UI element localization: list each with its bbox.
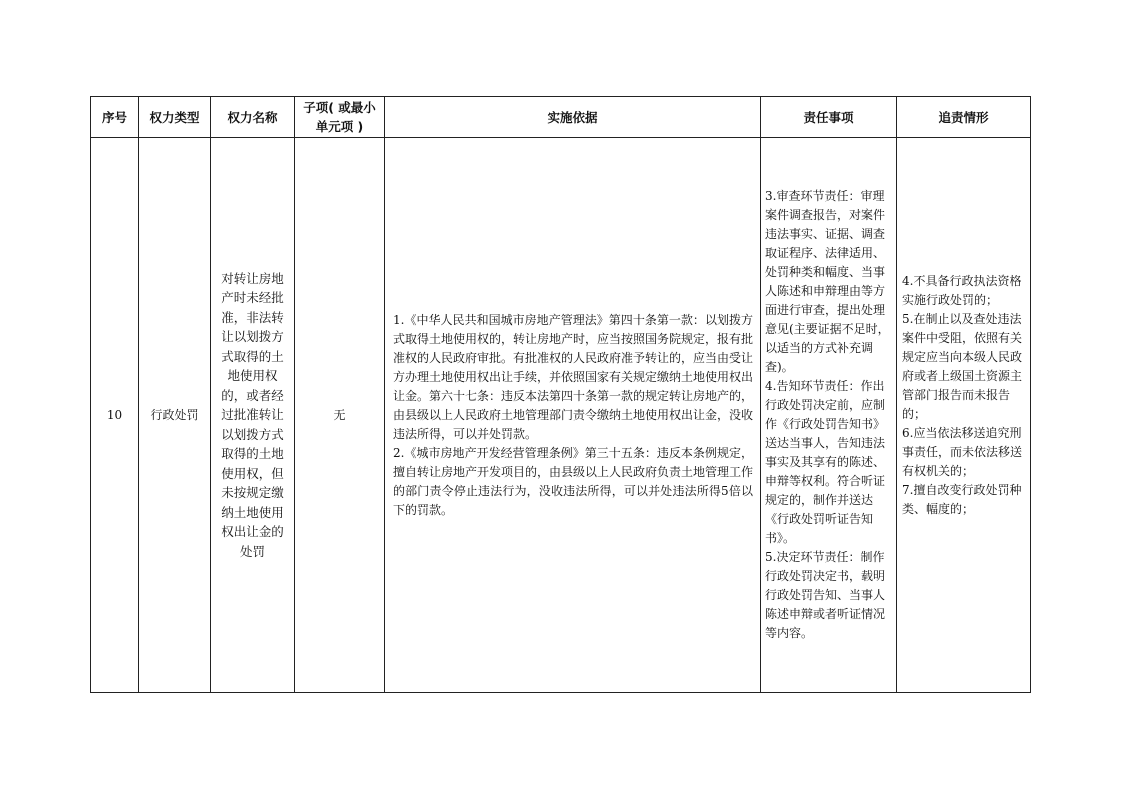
cell-basis [385,138,761,693]
power-list-table [90,96,1031,693]
table-header-row [91,97,1031,138]
header-duty: 责任事项 [761,97,897,138]
cell-duty [761,138,897,693]
header-sub-item [295,97,385,138]
header-power-type: 权力类型 [139,97,211,138]
header-basis: 实施依据 [385,97,761,138]
cell-power-type: 行政处罚 [139,138,211,693]
power-name-text: 对转让房地产时未经批准，非法转让以划拨方式取得的土地使用权的，或者经过批准转让以划拨方式取得的土地使用权，但未按规定缴纳土地使用权出让金的处罚 [221,270,284,559]
duty-text: 3.审查环节责任：审理案件调查报告，对案件违法事实、证据、调查取证程序、法律适用、处罚种类和幅度、当事人陈述和申辩理由等方面进行审查，提出处理意见(主要证据不足时，以适当的方式补充调查)。 4.告知环节责任：作出行政处罚决定前，应制作《行政处罚告知书》送达当事人，告知违法事实及其享有的陈述、申辩等权利。符合听证规定的，制作并送达《行政处罚听证告知书》。 5.决定环节责任：制作行政处罚决定书，载明行政处罚告知、当事人陈述申辩或者听证情况等内容。 [765,189,890,640]
cell-sub-item: 无 [295,138,385,693]
header-accountability: 追责情形 [897,97,1031,138]
accountability-text: 4.不具备行政执法资格实施行政处罚的； 5.在制止以及查处违法案件中受阻，依照有关规定应当向本级人民政府或者上级国土资源主管部门报告而未报告的； 6.应当依法移送追究刑事责任，而未依法移送有权机关的； 7.擅自改变行政处罚种类、幅度的； [902,273,1023,516]
header-sub-item-label: 子项( 或最小单元项 ) [303,100,376,134]
header-seq: 序号 [91,97,139,138]
cell-accountability [897,138,1031,693]
basis-text: 1.《中华人民共和国城市房地产管理法》第四十条第一款：以划拨方式取得土地使用权的，转让房地产时，应当按照国务院规定，报有批准权的人民政府审批。有批准权的人民政府准予转让的，应当由受让方办理土地使用权出让手续，并依照国家有关规定缴纳土地使用权出让金。第六十七条：违反本法第四十条第一款的规定转让房地产的，由县级以上人民政府土地管理部门责令缴纳土地使用权出让金，没收违法所得，可以并处罚款。 2.《城市房地产开发经营管理条例》第三十五条：违反本条例规定，擅自转让房地产开发项目的，由县级以上人民政府负责土地管理工作的部门责令停止违法行为，没收违法所得，可以并处违法所得5倍以下的罚款。 [393,312,754,517]
cell-seq: 10 [91,138,139,693]
cell-power-name [211,138,295,693]
table-row [91,138,1031,693]
header-power-name: 权力名称 [211,97,295,138]
